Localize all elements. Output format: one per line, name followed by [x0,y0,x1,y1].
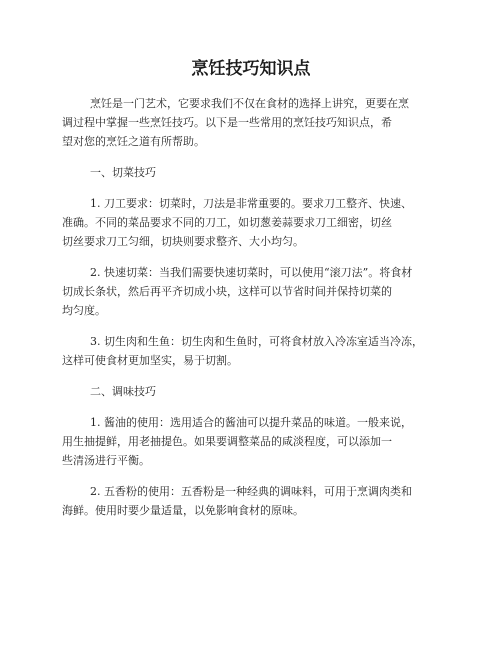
text-line: 调过程中掌握一些烹饪技巧。以下是一些常用的烹饪技巧知识点，希 [62,116,392,129]
text-line: 均匀度。 [62,304,106,317]
text-line: 望对您的烹饪之道有所帮助。 [62,135,205,148]
knife-skills-item-3 [62,332,457,370]
text-line: 1. 刀工要求：切菜时，刀法是非常重要的。要求刀工整齐、快速、 [90,197,412,210]
text-line: 切丝要求刀工匀细，切块则要求整齐、大小均匀。 [62,235,304,248]
document-body [62,94,457,532]
text-line: 准确。不同的菜品要求不同的刀工，如切葱姜蒜要求刀工细密，切丝 [62,216,392,229]
seasoning-item-1 [62,413,457,470]
section-heading-seasoning: 二、调味技巧 [90,385,156,398]
text-line: 这样可使食材更加坚实，易于切割。 [62,354,238,367]
text-line: 1. 酱油的使用：选用适合的酱油可以提升菜品的味道。一般来说， [90,416,412,429]
text-line: 2. 五香粉的使用：五香粉是一种经典的调味料，可用于烹调肉类和 [90,485,412,498]
text-line: 切成长条状，然后再平齐切成小块，这样可以节省时间并保持切菜的 [62,285,392,298]
text-line: 些清汤进行平衡。 [62,454,150,467]
text-line: 烹饪是一门艺术，它要求我们不仅在食材的选择上讲究，更要在烹 [90,97,409,110]
text-line: 2. 快速切菜：当我们需要快速切菜时，可以使用“滚刀法”。将食材 [90,266,413,279]
text-line: 海鲜。使用时要少量适量，以免影响食材的原味。 [62,504,304,517]
seasoning-item-2 [62,482,457,520]
text-line: 3. 切生肉和生鱼：切生肉和生鱼时，可将食材放入冷冻室适当冷冻， [90,335,423,348]
section-heading-knife-skills: 一、切菜技巧 [90,166,156,179]
document-title: 烹饪技巧知识点 [191,59,311,79]
knife-skills-item-1 [62,194,457,251]
intro-paragraph [62,94,457,151]
knife-skills-item-2 [62,263,457,320]
text-line: 用生抽提鲜，用老抽提色。如果要调整菜品的咸淡程度，可以添加一 [62,435,392,448]
